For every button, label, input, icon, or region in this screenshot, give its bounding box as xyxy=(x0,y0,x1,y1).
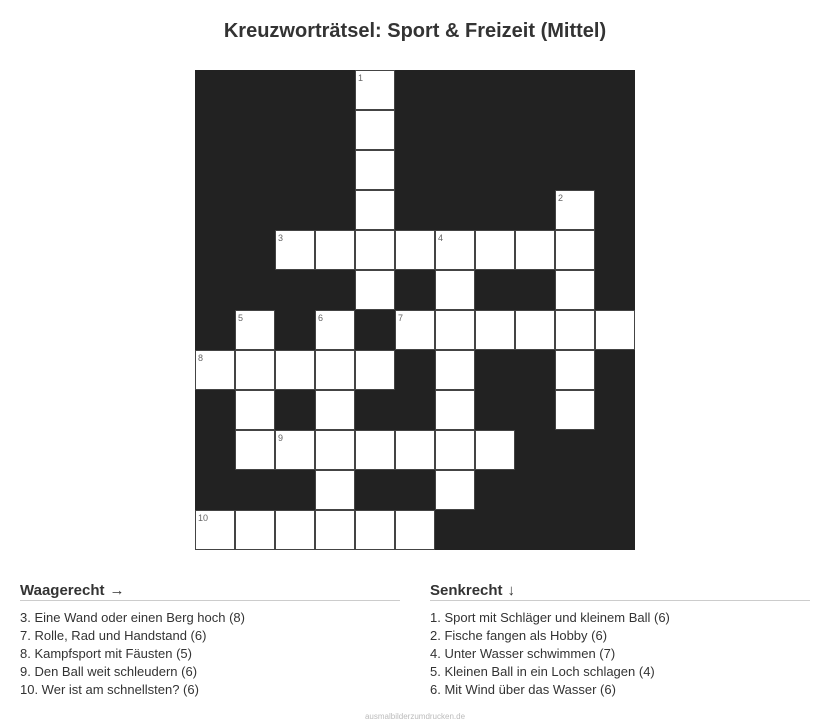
footer-credit: ausmalbilderzumdrucken.de xyxy=(364,712,466,721)
across-clues xyxy=(20,582,400,699)
down-clues xyxy=(430,582,810,699)
crossword-cell[interactable] xyxy=(515,310,555,350)
crossword-cell[interactable] xyxy=(435,310,475,350)
crossword-cell[interactable] xyxy=(355,70,395,110)
down-heading-label: Senkrecht xyxy=(430,582,503,599)
crossword-cell[interactable] xyxy=(275,510,315,550)
crossword-cell[interactable] xyxy=(435,470,475,510)
crossword-cell[interactable] xyxy=(595,310,635,350)
clue-number: 8 xyxy=(198,353,204,363)
clue-number: 2 xyxy=(558,193,564,203)
crossword-cell[interactable] xyxy=(355,270,395,310)
crossword-cell[interactable] xyxy=(555,350,595,390)
crossword-cell[interactable] xyxy=(275,350,315,390)
crossword-cell[interactable] xyxy=(555,390,595,430)
clue-number: 3 xyxy=(278,233,284,243)
clue-number: 7 xyxy=(398,313,404,323)
crossword-cell[interactable] xyxy=(435,350,475,390)
crossword-cell[interactable] xyxy=(475,310,515,350)
across-clue: 7. Rolle, Rad und Handstand (6) xyxy=(20,628,207,643)
crossword-cell[interactable] xyxy=(235,390,275,430)
down-clue: 1. Sport mit Schläger und kleinem Ball (6) xyxy=(430,610,670,625)
crossword-cell[interactable] xyxy=(355,190,395,230)
crossword-cell[interactable] xyxy=(475,230,515,270)
crossword-cell[interactable] xyxy=(315,310,355,350)
crossword-cell[interactable] xyxy=(315,230,355,270)
crossword-cell[interactable] xyxy=(355,150,395,190)
crossword-cell[interactable] xyxy=(355,230,395,270)
crossword-cell[interactable] xyxy=(315,510,355,550)
crossword-cell[interactable] xyxy=(235,350,275,390)
crossword-cell[interactable] xyxy=(315,350,355,390)
down-clue: 4. Unter Wasser schwimmen (7) xyxy=(430,646,616,661)
crossword-cell[interactable] xyxy=(435,390,475,430)
crossword-cell[interactable] xyxy=(435,430,475,470)
clue-number: 10 xyxy=(198,513,209,523)
page-title: Kreuzworträtsel: Sport & Freizeit (Mittel) xyxy=(223,20,607,42)
across-clue: 9. Den Ball weit schleudern (6) xyxy=(20,664,198,679)
across-clue: 3. Eine Wand oder einen Berg hoch (8) xyxy=(20,610,245,625)
crossword-cell[interactable] xyxy=(395,310,435,350)
clue-number: 4 xyxy=(438,233,444,243)
crossword-cell[interactable] xyxy=(555,190,595,230)
across-heading-label: Waagerecht xyxy=(20,582,105,599)
clue-number: 6 xyxy=(318,313,324,323)
crossword-cell[interactable] xyxy=(555,270,595,310)
clue-number: 9 xyxy=(278,433,284,443)
crossword-cell[interactable] xyxy=(275,230,315,270)
crossword-cell[interactable] xyxy=(435,230,475,270)
crossword-cell[interactable] xyxy=(235,430,275,470)
crossword-cell[interactable] xyxy=(195,510,235,550)
crossword-cell[interactable] xyxy=(555,310,595,350)
down-clue: 6. Mit Wind über das Wasser (6) xyxy=(430,682,616,697)
crossword-cell[interactable] xyxy=(515,230,555,270)
clue-number: 1 xyxy=(358,73,364,83)
crossword-cell[interactable] xyxy=(235,310,275,350)
across-clue: 8. Kampfsport mit Fäusten (5) xyxy=(20,646,192,661)
crossword-cell[interactable] xyxy=(315,430,355,470)
crossword-cell[interactable] xyxy=(355,430,395,470)
crossword-cell[interactable] xyxy=(395,430,435,470)
down-clue: 2. Fische fangen als Hobby (6) xyxy=(430,628,608,643)
down-heading xyxy=(430,582,810,601)
crossword-cell[interactable] xyxy=(195,350,235,390)
crossword-cell[interactable] xyxy=(395,510,435,550)
crossword-cell[interactable] xyxy=(315,390,355,430)
crossword-cell[interactable] xyxy=(355,350,395,390)
crossword-cell[interactable] xyxy=(355,510,395,550)
crossword-cell[interactable] xyxy=(315,470,355,510)
crossword-cell[interactable] xyxy=(355,110,395,150)
down-clue: 5. Kleinen Ball in ein Loch schlagen (4) xyxy=(430,664,655,679)
across-heading xyxy=(20,582,400,601)
crossword-cell[interactable] xyxy=(435,270,475,310)
crossword-cell[interactable] xyxy=(395,230,435,270)
right-arrow-icon: → xyxy=(109,582,125,599)
crossword-cell[interactable] xyxy=(555,230,595,270)
crossword-grid xyxy=(195,70,635,550)
across-clue: 10. Wer ist am schnellsten? (6) xyxy=(20,682,199,697)
down-arrow-icon: ↓ xyxy=(507,582,516,599)
crossword-cell[interactable] xyxy=(275,430,315,470)
crossword-cell[interactable] xyxy=(475,430,515,470)
clue-number: 5 xyxy=(238,313,244,323)
crossword-cell[interactable] xyxy=(235,510,275,550)
